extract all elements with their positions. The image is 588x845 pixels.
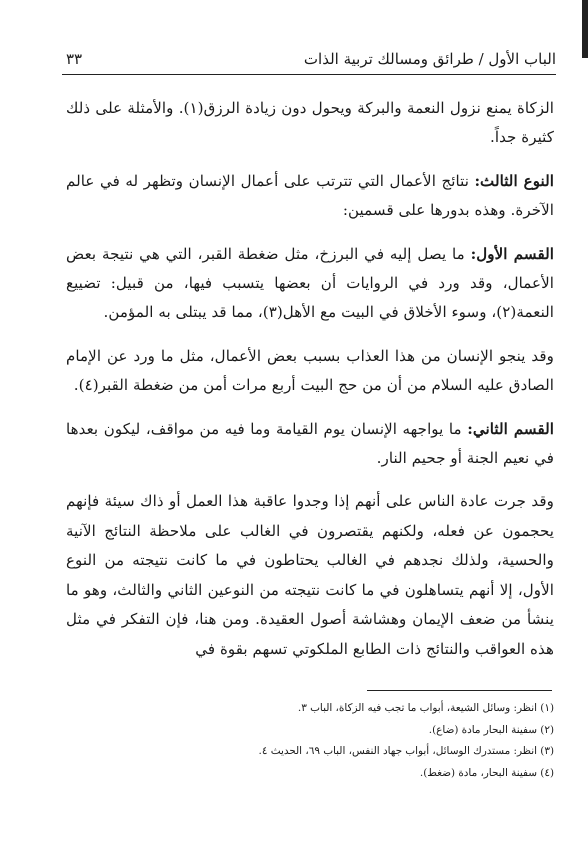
paragraph-text: ما يواجهه الإنسان يوم القيامة وما فيه من مواقف، ليكون بعدها في نعيم الجنة أو جحيم النار.	[66, 419, 554, 468]
page-edge-marker	[582, 0, 588, 58]
footnote-4: (٤) سفينة البحار، مادة (ضغط).	[419, 766, 554, 779]
footnote-3: (٣) انظر: مستدرك الوسائل، أبواب جهاد النفس، الباب ٦٩، الحديث ٤.	[258, 745, 554, 757]
header-rule	[62, 74, 556, 75]
paragraph-6	[66, 487, 554, 663]
paragraph-text: نتائج الأعمال التي تترتب على أعمال الإنسان وتظهر له في عالم الآخرة. وهذه بدورها على قسمين:	[66, 171, 554, 220]
page-number: ٣٣	[66, 50, 83, 68]
paragraph-2	[66, 167, 554, 226]
paragraph-4	[66, 342, 554, 401]
paragraph-lead: القسم الأول:	[470, 244, 554, 263]
paragraph-text: ما يصل إليه في البرزخ، مثل ضغطة القبر، التي هي نتيجة بعض الأعمال، وقد ورد في الروايات أن بعضها يتسبب فيها، من قبيل: تضييع النعمة(٢)، وسوء الأخلاق في البيت مع الأهل(٣)، مما قد يبتلى به المؤمن.	[66, 244, 554, 322]
footnote-2: (٢) سفينة البحار مادة (ضاع).	[428, 723, 554, 736]
paragraph-5	[66, 415, 554, 474]
header-title: الباب الأول / طرائق ومسالك تربية الذات	[303, 50, 556, 68]
footnote-1: (١) انظر: وسائل الشيعة، أبواب ما تجب فيه الزكاة، الباب ٣.	[297, 702, 554, 714]
paragraph-lead: القسم الثاني:	[467, 419, 554, 438]
paragraph-3	[66, 240, 554, 328]
paragraph-text: الزكاة يمنع نزول النعمة والبركة ويحول دون زيادة الرزق(١). والأمثلة على ذلك كثيرة جداً.	[66, 99, 554, 147]
body-text	[66, 94, 554, 678]
running-header	[66, 46, 556, 72]
paragraph-text: وقد جرت عادة الناس على أنهم إذا وجدوا عاقبة هذا العمل أو ذاك سيئة فإنهم يحجمون عن فعله، ولكنهم يقتصرون في الغالب على ملاحظة النتائج الآنية والحسية، ولذلك نجدهم في الغالب يحتاطون في ما كانت نتيجته من النوع الأول، إلا أنهم يتساهلون في ما كانت نتيجته من النوعين الثاني والثالث، وهو ما ينشأ من ضعف الإيمان وهشاشة أصول العقيدة. ومن هنا، فإن التفكر في مثل هذه العواقب والنتائج ذات الطابع الملكوتي تسهم بقوة في	[66, 492, 554, 658]
footnote-rule	[367, 690, 552, 691]
paragraph-1	[66, 94, 554, 153]
paragraph-lead: النوع الثالث:	[474, 171, 554, 190]
paragraph-text: وقد ينجو الإنسان من هذا العذاب بسبب بعض الأعمال، مثل ما ورد عن الإمام الصادق عليه السلام من أن من حج البيت أربع مرات أمن من ضغطة القبر(٤).	[66, 346, 554, 395]
footnotes	[66, 698, 554, 784]
